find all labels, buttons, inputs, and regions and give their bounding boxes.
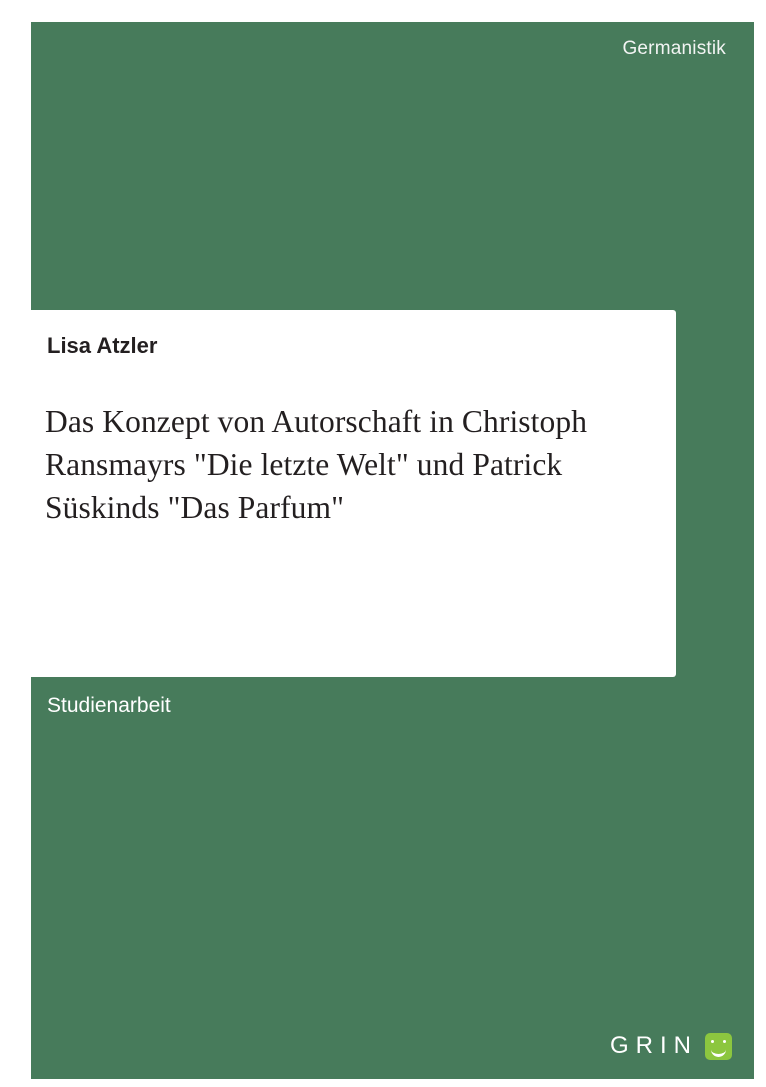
document-type-label: Studienarbeit: [47, 694, 171, 717]
grin-logo: [610, 1032, 732, 1060]
publisher-wordmark: GRIN: [610, 1032, 698, 1059]
author-name: Lisa Atzler: [47, 333, 158, 358]
page-title: Das Konzept von Autorschaft in Christoph Ransmayrs "Die letzte Welt" und Patrick Süskinds "Das Parfum": [45, 404, 588, 525]
page-margin-right: [754, 0, 766, 1087]
title-card: [0, 310, 676, 677]
category-label: Germanistik: [622, 38, 726, 59]
smiley-icon: [705, 1033, 732, 1060]
page-margin-bottom: [0, 1079, 766, 1087]
page-margin-top: [0, 0, 766, 22]
